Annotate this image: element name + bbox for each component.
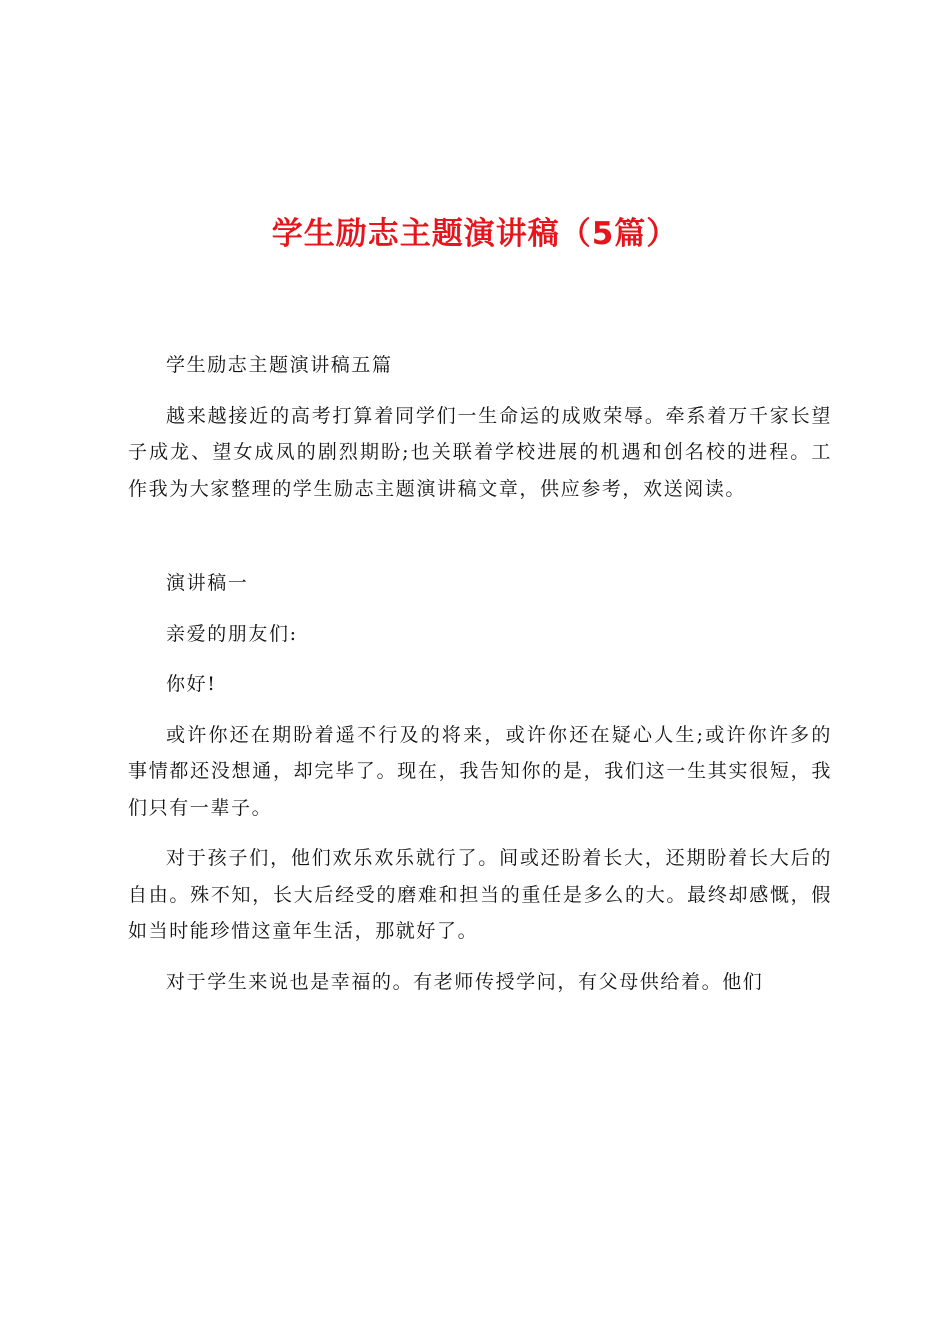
greeting: 你好!: [166, 673, 217, 695]
page-title: 学生励志主题演讲稿（5篇）: [271, 216, 679, 252]
speech-heading: 演讲稿一: [166, 572, 249, 594]
subtitle-paragraph: 学生励志主题演讲稿五篇: [166, 354, 393, 376]
intro-paragraph: 越来越接近的高考打算着同学们一生命运的成败荣辱。牵系着万千家长望子成龙、望女成凤的剧烈期盼;也关联着学校进展的机遇和创名校的进程。工作我为大家整理的学生励志主题演讲稿文章，供应参考，欢送阅读。: [128, 404, 832, 500]
salutation: 亲爱的朋友们:: [166, 622, 298, 645]
body-paragraph: 对于学生来说也是幸福的。有老师传授学问，有父母供给着。他们: [166, 970, 764, 993]
body-paragraph: 或许你还在期盼着遥不行及的将来，或许你还在疑心人生;或许你许多的事情都还没想通，却完毕了。现在，我告知你的是，我们这一生其实很短，我们只有一辈子。: [128, 723, 832, 819]
body-paragraph: 对于孩子们，他们欢乐欢乐就行了。间或还盼着长大，还期盼着长大后的自由。殊不知，长大后经受的磨难和担当的重任是多么的大。最终却感慨，假如当时能珍惜这童年生活，那就好了。: [128, 847, 832, 942]
document-body: [128, 347, 832, 1014]
